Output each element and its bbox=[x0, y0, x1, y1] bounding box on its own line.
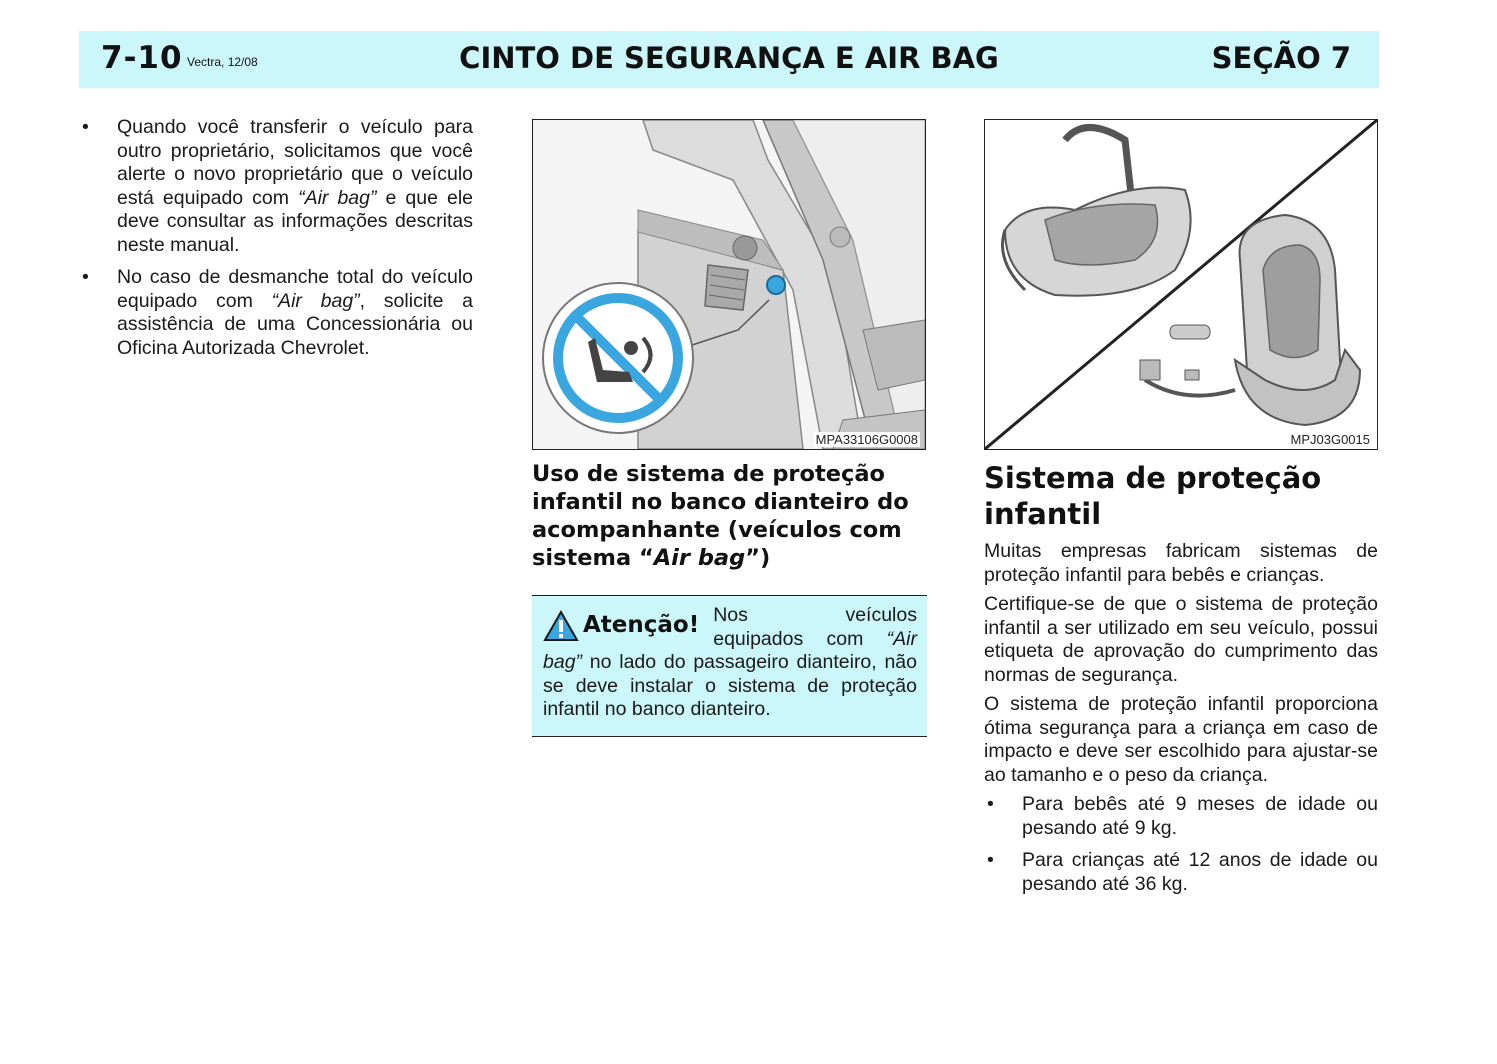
left-column bbox=[79, 116, 473, 369]
page-number: 7-10 bbox=[101, 40, 183, 76]
bullet-text: Quando você transferir o veículo para outro proprietário, solicitamos que você alerte o novo proprietário que o veículo está equipado com bbox=[117, 116, 473, 209]
bullet-text: No caso de desmanche total do veículo equipado com bbox=[117, 266, 473, 312]
bullet-text: e que ele deve consultar as informações descritas neste manual. bbox=[117, 186, 474, 256]
chapter-title: CINTO DE SEGURANÇA E AIR BAG bbox=[459, 41, 999, 75]
subsection-heading bbox=[532, 460, 927, 572]
bullet-icon: • bbox=[987, 793, 994, 815]
bullet-text: Para crianças até 12 anos de idade ou pesando até 36 kg. bbox=[1022, 849, 1378, 895]
bullet-icon: • bbox=[82, 116, 89, 138]
list-item bbox=[79, 116, 473, 257]
section-title: Sistema de proteção infantil bbox=[984, 461, 1322, 531]
warning-text-part: Nos veículos equipados com bbox=[713, 604, 917, 650]
car-interior-illustration bbox=[533, 120, 925, 449]
bullet-italic: “Air bag” bbox=[298, 186, 377, 209]
bullet-text: Para bebês até 9 meses de idade ou pesando até 9 kg. bbox=[1022, 793, 1378, 839]
paragraph: O sistema de proteção infantil proporciona ótima segurança para a criança em caso de impacto e deve ser escolhido para ajustar-se ao tamanho e o peso da criança. bbox=[984, 693, 1378, 786]
page-header bbox=[79, 31, 1379, 88]
heading-text: Uso de sistema de proteção infantil no banco dianteiro do acompanhante (veículos com sistema “ bbox=[532, 461, 909, 571]
heading-italic: Air bag bbox=[653, 545, 746, 571]
middle-column bbox=[532, 119, 927, 737]
edition-label: Vectra, 12/08 bbox=[187, 55, 258, 69]
bullet-text: , solicite a assistência de uma Concessionária ou Oficina Autorizada Chevrolet. bbox=[117, 289, 473, 359]
dashboard-airbag-figure bbox=[532, 119, 926, 450]
warning-label: Atenção! bbox=[583, 612, 700, 639]
paragraph: Muitas empresas fabricam sistemas de proteção infantil para bebês e crianças. bbox=[984, 540, 1378, 586]
warning-head bbox=[543, 610, 699, 642]
left-bullet-list bbox=[79, 116, 473, 360]
figure-code: MPJ03G0015 bbox=[1290, 432, 1370, 447]
right-bullet-list bbox=[984, 793, 1378, 896]
bullet-icon: • bbox=[82, 266, 89, 288]
right-column bbox=[984, 119, 1378, 905]
list-item bbox=[984, 793, 1378, 840]
paragraph: Certifique-se de que o sistema de proteção infantil a ser utilizado em seu veículo, possui etiqueta de aprovação do cumprimento das normas de segurança. bbox=[984, 593, 1378, 686]
section-label: SEÇÃO 7 bbox=[1211, 41, 1351, 75]
list-item bbox=[984, 849, 1378, 896]
list-item bbox=[79, 266, 473, 360]
warning-text-italic: “Air bag” bbox=[543, 627, 917, 673]
child-seats-figure bbox=[984, 119, 1378, 450]
bullet-icon: • bbox=[987, 849, 994, 871]
bullet-italic: “Air bag” bbox=[271, 289, 360, 312]
child-seats-illustration bbox=[985, 120, 1377, 449]
heading-text: ”) bbox=[745, 545, 771, 571]
right-body bbox=[984, 540, 1378, 896]
warning-triangle-icon bbox=[543, 610, 579, 642]
warning-box bbox=[532, 595, 927, 737]
figure-code: MPA33106G0008 bbox=[815, 432, 918, 447]
warning-text-part: no lado do passageiro dianteiro, não se deve instalar o sistema de proteção infantil no banco dianteiro. bbox=[543, 651, 917, 720]
